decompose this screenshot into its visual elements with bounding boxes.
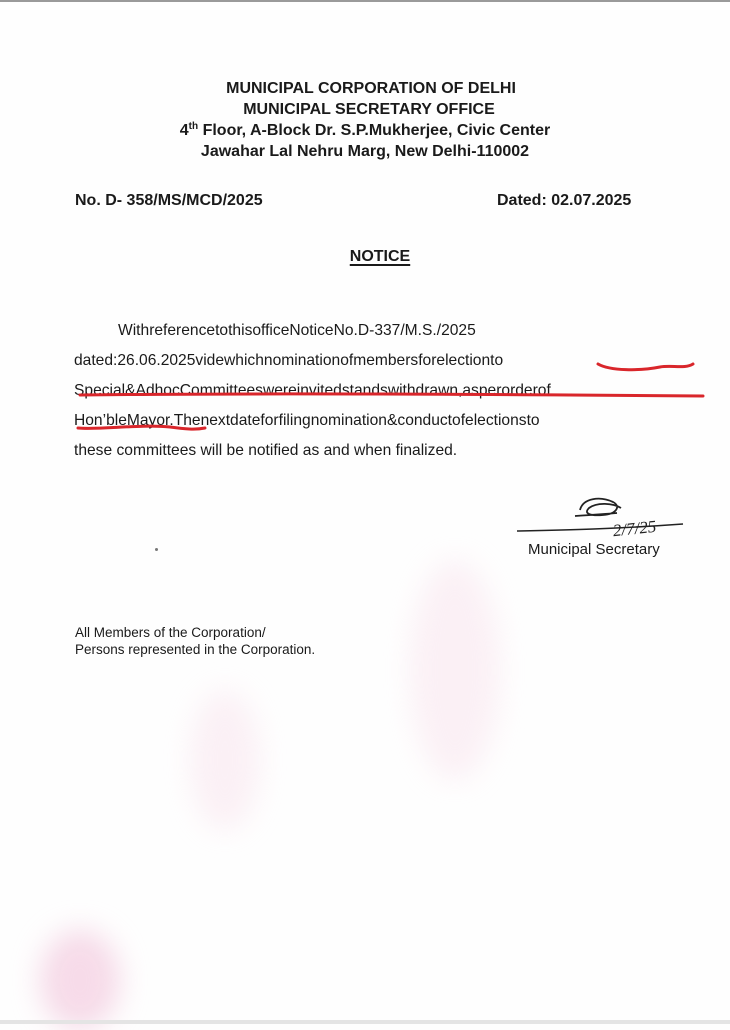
body-line-5: these committees will be notified as and when finalized. — [74, 442, 458, 459]
word: invited — [296, 382, 342, 399]
word: & — [386, 412, 398, 429]
signatory-designation: Municipal Secretary — [528, 541, 660, 558]
word: for — [418, 352, 437, 369]
word: Special — [74, 382, 126, 399]
floor-ordinal: th — [188, 121, 199, 132]
word: elections — [465, 412, 527, 429]
word: were — [262, 382, 297, 399]
word: nomination — [263, 352, 341, 369]
letterhead-address-line1 — [0, 120, 730, 141]
addressee — [75, 624, 315, 658]
word: D- — [357, 322, 375, 339]
notice-title: NOTICE — [349, 248, 411, 265]
word: filing — [278, 412, 311, 429]
word: to — [526, 412, 540, 429]
letterhead-organization: MUNICIPAL CORPORATION OF DELHI — [226, 80, 516, 97]
word: of — [452, 412, 466, 429]
word: vide — [195, 352, 225, 369]
notice-body — [74, 316, 686, 466]
reference-number: No. D- 358/MS/MCD/2025 — [75, 192, 263, 209]
word: for — [260, 412, 279, 429]
word: date — [230, 412, 261, 429]
word: which — [224, 352, 264, 369]
body-line-1 — [74, 316, 686, 346]
paper-stain — [410, 560, 500, 780]
word: as — [462, 382, 479, 399]
word: conduct — [397, 412, 453, 429]
word: members — [353, 352, 419, 369]
speck — [155, 548, 158, 551]
word: 337/M.S./2025 — [374, 322, 476, 339]
word: of — [537, 382, 551, 399]
word: to — [215, 322, 229, 339]
address-text: Floor, A-Block Dr. S.P.Mukherjee, Civic Center — [198, 122, 551, 139]
word: Hon’ble — [74, 412, 127, 429]
floor-number: 4 — [179, 122, 189, 139]
word: nomination — [310, 412, 387, 429]
addressee-line-1: All Members of the Corporation/ — [75, 625, 266, 640]
word: The — [173, 412, 201, 429]
body-line-3 — [74, 376, 686, 406]
word: 26.06.2025 — [117, 352, 196, 369]
paper-stain — [190, 690, 260, 830]
letterhead — [0, 78, 730, 162]
word: stands — [341, 382, 388, 399]
signature-date: 2/7/25 — [611, 516, 658, 541]
addressee-line-2: Persons represented in the Corporation. — [75, 642, 316, 657]
body-line-2 — [74, 346, 686, 376]
body-line-4 — [74, 406, 686, 436]
signature-scrawl — [575, 499, 621, 516]
signature-line — [517, 524, 683, 531]
word: Adhoc — [135, 382, 180, 399]
word: to — [490, 352, 504, 369]
word: election — [436, 352, 491, 369]
word: withdrawn, — [387, 382, 463, 399]
paper-stain — [40, 930, 120, 1030]
word: & — [125, 382, 136, 399]
top-border — [0, 0, 730, 2]
letterhead-address-line2: Jawahar Lal Nehru Marg, New Delhi-110002 — [200, 143, 530, 160]
word: per — [478, 382, 502, 399]
word: next — [200, 412, 231, 429]
word: Mayor. — [126, 412, 174, 429]
word: reference — [149, 322, 216, 339]
reference-date: Dated: 02.07.2025 — [497, 192, 632, 209]
word: order — [501, 382, 538, 399]
letterhead-office: MUNICIPAL SECRETARY OFFICE — [243, 101, 495, 118]
word: this — [228, 322, 253, 339]
word: Committees — [179, 382, 263, 399]
word: office — [252, 322, 290, 339]
word: Notice — [289, 322, 334, 339]
word: dated: — [74, 352, 118, 369]
bottom-border — [0, 1020, 730, 1024]
word: No. — [333, 322, 358, 339]
word: of — [340, 352, 354, 369]
word: With — [118, 322, 150, 339]
